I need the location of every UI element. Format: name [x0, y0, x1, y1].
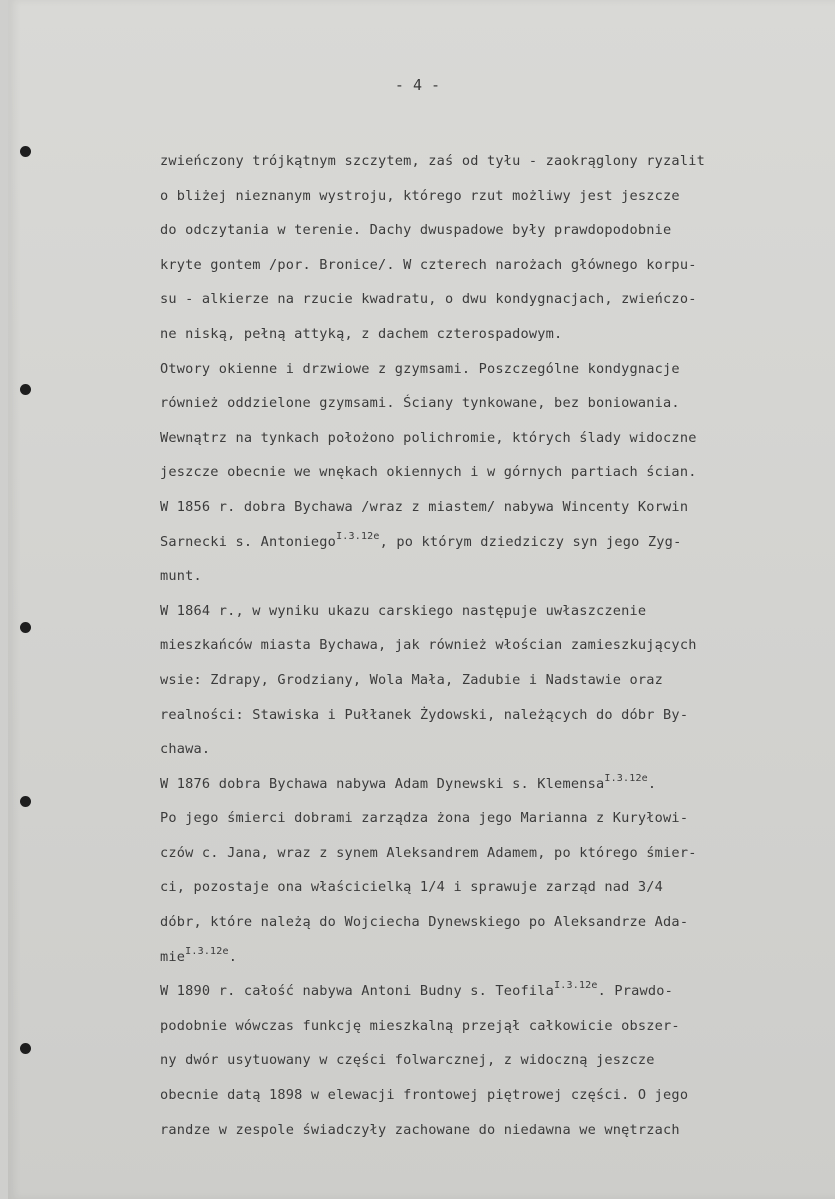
text-line	[160, 801, 832, 836]
binding-hole-1	[20, 146, 31, 157]
line-text: mieszkańców miasta Bychawa, jak również włościan zamieszkujących	[160, 637, 697, 654]
line-text: do odczytania w terenie. Dachy dwuspadowe były prawdopodobnie	[160, 222, 672, 239]
line-text: ci, pozostaje ona właścicielką 1/4 i sprawuje zarząd nad 3/4	[160, 879, 664, 896]
text-line	[160, 974, 832, 1009]
footnote-reference: I.3.12e	[554, 980, 598, 992]
text-line	[160, 594, 832, 629]
text-line	[160, 767, 832, 802]
footnote-reference: I.3.12e	[336, 530, 380, 542]
line-text-continuation: .	[228, 948, 238, 965]
text-line	[160, 490, 832, 525]
text-line	[160, 421, 832, 456]
binding-hole-2	[20, 384, 31, 395]
text-line	[160, 1043, 832, 1078]
line-text: realności: Stawiska i Pułłanek Żydowski, należących do dóbr By-	[160, 706, 689, 723]
line-text: również oddzielone gzymsami. Ściany tynkowane, bez boniowania.	[160, 395, 680, 412]
line-text: W 1864 r., w wyniku ukazu carskiego następuje uwłaszczenie	[160, 602, 647, 619]
line-text: czów c. Jana, wraz z synem Aleksandrem Adamem, po którego śmier-	[160, 844, 697, 861]
text-line	[160, 732, 832, 767]
text-line	[160, 1009, 832, 1044]
footnote-reference: I.3.12e	[185, 945, 229, 957]
line-text: obecnie datą 1898 w elewacji frontowej piętrowej części. O jego	[160, 1087, 689, 1104]
binding-hole-5	[20, 1043, 31, 1054]
line-text: Otwory okienne i drzwiowe z gzymsami. Poszczególne kondygnacje	[160, 360, 680, 377]
line-text: zwieńczony trójkątnym szczytem, zaś od tyłu - zaokrąglony ryzalit	[160, 153, 705, 169]
text-line	[160, 317, 832, 352]
text-line	[160, 836, 832, 871]
text-line	[160, 179, 832, 214]
line-text: mie	[160, 948, 186, 965]
line-text-continuation: , po którym dziedziczy syn jego Zyg-	[379, 533, 682, 550]
text-line	[160, 628, 832, 663]
line-text: o bliżej nieznanym wystroju, którego rzut możliwy jest jeszcze	[160, 187, 680, 204]
text-line	[160, 282, 832, 317]
line-text: dóbr, które należą do Wojciecha Dynewskiego po Aleksandrze Ada-	[160, 914, 689, 931]
line-text: Wewnątrz na tynkach położono polichromie, których ślady widoczne	[160, 429, 697, 446]
text-line	[160, 525, 832, 560]
text-line	[160, 144, 832, 179]
line-text: podobnie wówczas funkcję mieszkalną przejął całkowicie obszer-	[160, 1017, 680, 1034]
text-line	[160, 663, 832, 698]
line-text-continuation: . Prawdo-	[597, 983, 674, 1000]
text-line	[160, 940, 832, 975]
line-text: chawa.	[160, 741, 211, 758]
text-line	[160, 455, 832, 490]
line-text: W 1876 dobra Bychawa nabywa Adam Dynewski s. Klemensa	[160, 775, 605, 792]
line-text: W 1856 r. dobra Bychawa /wraz z miastem/ nabywa Wincenty Korwin	[160, 498, 689, 515]
binding-hole-3	[20, 622, 31, 633]
line-text-continuation: .	[647, 775, 657, 792]
line-text: munt.	[160, 568, 202, 585]
text-line	[160, 559, 832, 594]
text-line	[160, 386, 832, 421]
line-text: jeszcze obecnie we wnękach okiennych i w górnych partiach ścian.	[160, 464, 697, 481]
line-text: wsie: Zdrapy, Grodziany, Wola Mała, Zadubie i Nadstawie oraz	[160, 671, 664, 688]
line-text: randze w zespole świadczyły zachowane do niedawna we wnętrzach	[160, 1121, 680, 1138]
footnote-reference: I.3.12e	[604, 772, 648, 784]
page-number: - 4 -	[394, 76, 441, 94]
line-text: ne niską, pełną attyką, z dachem czterospadowym.	[160, 325, 563, 342]
line-text: W 1890 r. całość nabywa Antoni Budny s. Teofila	[160, 983, 555, 1000]
text-line	[160, 870, 832, 905]
binding-hole-4	[20, 796, 31, 807]
line-text: Po jego śmierci dobrami zarządza żona jego Marianna z Kuryłowi-	[160, 810, 689, 827]
typed-text-body	[160, 144, 832, 1147]
text-line	[160, 213, 832, 248]
text-line	[160, 1078, 832, 1113]
line-text: Sarnecki s. Antoniego	[160, 533, 337, 550]
text-line	[160, 248, 832, 283]
line-text: ny dwór usytuowany w części folwarcznej, z widoczną jeszcze	[160, 1052, 655, 1069]
text-line	[160, 1113, 832, 1148]
line-text: su - alkierze na rzucie kwadratu, o dwu kondygnacjach, zwieńczo-	[160, 291, 697, 308]
text-line	[160, 352, 832, 387]
text-line	[160, 698, 832, 733]
line-text: kryte gontem /por. Bronice/. W czterech narożach głównego korpu-	[160, 256, 697, 273]
text-line	[160, 905, 832, 940]
